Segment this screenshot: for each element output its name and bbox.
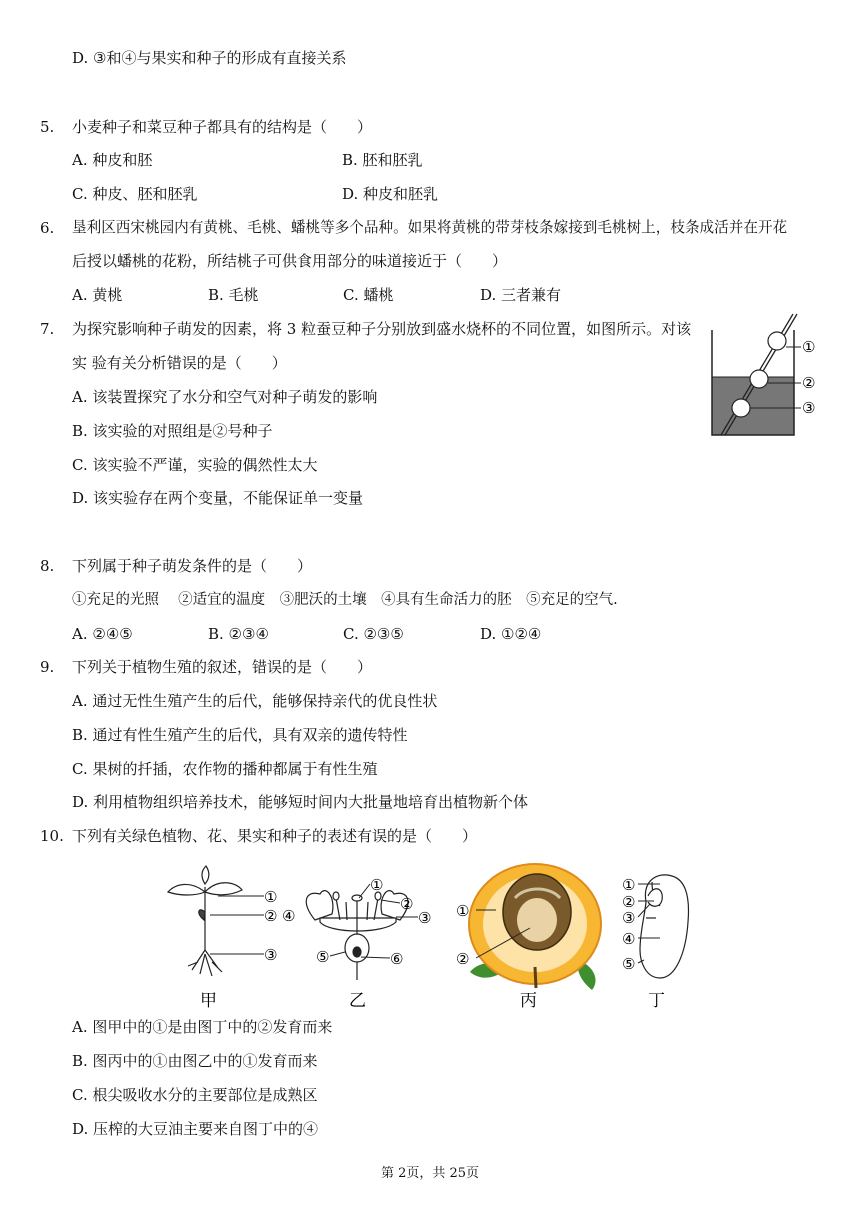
q5-option-a: A. 种皮和胚 bbox=[72, 151, 153, 169]
q8-stem: 下列属于种子萌发条件的是（ ） bbox=[72, 557, 313, 575]
ding-label-3: ③ bbox=[622, 909, 636, 927]
q7-beaker-figure bbox=[705, 310, 845, 440]
jia-label-2: ② bbox=[264, 907, 278, 925]
q10-stem: 下列有关绿色植物、花、果实和种子的表述有误的是（ ） bbox=[72, 827, 478, 845]
caption-yi: 乙 bbox=[349, 991, 366, 1011]
ding-label-1: ① bbox=[622, 876, 636, 894]
q9-option-d: D. 利用植物组织培养技术，能够短时间内大批量地培育出植物新个体 bbox=[72, 793, 529, 811]
q7-number: 7. bbox=[40, 320, 55, 338]
q5-option-c: C. 种皮、胚和胚乳 bbox=[72, 185, 198, 203]
yi-label-5: ⑤ bbox=[316, 948, 330, 966]
q8-number: 8. bbox=[40, 557, 55, 575]
seed-1 bbox=[768, 332, 786, 350]
q10-number: 10. bbox=[40, 827, 64, 845]
caption-ding: 丁 bbox=[648, 991, 665, 1011]
bing-label-2: ② bbox=[456, 950, 470, 968]
page-footer: 第 2页，共 25页 bbox=[380, 1166, 480, 1181]
q6-option-c: C. 蟠桃 bbox=[343, 286, 394, 304]
q7-option-d: D. 该实验存在两个变量，不能保证单一变量 bbox=[72, 489, 364, 507]
fig-bing-peach bbox=[469, 864, 601, 990]
jia-label-1: ① bbox=[264, 888, 278, 906]
q6-stem-line2: 后授以蟠桃的花粉，所结桃子可供食用部分的味道接近于（ ） bbox=[72, 252, 508, 270]
q7-option-b: B. 该实验的对照组是②号种子 bbox=[72, 422, 273, 440]
q7-stem-line2: 实 验有关分析错误的是（ ） bbox=[72, 354, 287, 372]
q8-option-a: A. ②④⑤ bbox=[72, 625, 133, 643]
q10-option-b: B. 图丙中的①由图乙中的①发育而来 bbox=[72, 1052, 318, 1070]
label-2: ② bbox=[802, 374, 816, 392]
q6-option-b: B. 毛桃 bbox=[208, 286, 259, 304]
yi-label-6: ⑥ bbox=[390, 950, 404, 968]
label-3: ③ bbox=[802, 399, 816, 417]
q5-option-b: B. 胚和胚乳 bbox=[342, 151, 423, 169]
caption-bing: 丙 bbox=[520, 991, 537, 1011]
q4-option-d: D. ③和④与果实和种子的形成有直接关系 bbox=[72, 49, 347, 67]
q6-stem-line1: 垦利区西宋桃园内有黄桃、毛桃、蟠桃等多个品种。如果将黄桃的带芽枝条嫁接到毛桃树上，枝条成活并在开花 bbox=[72, 219, 788, 236]
q9-option-b: B. 通过有性生殖产生的后代，具有双亲的遗传特性 bbox=[72, 726, 408, 744]
jia-label-3: ③ bbox=[264, 946, 278, 964]
fig-ding-seed bbox=[640, 875, 688, 978]
caption-jia: 甲 bbox=[200, 991, 217, 1011]
ding-label-4: ④ bbox=[622, 930, 636, 948]
fig-jia-plant bbox=[168, 866, 242, 976]
q7-option-a: A. 该装置探究了水分和空气对种子萌发的影响 bbox=[72, 388, 378, 406]
ding-label-5: ⑤ bbox=[622, 955, 636, 973]
q6-number: 6. bbox=[40, 219, 55, 237]
q6-option-d: D. 三者兼有 bbox=[480, 286, 562, 304]
yi-label-3: ③ bbox=[418, 909, 432, 927]
q10-option-c: C. 根尖吸收水分的主要部位是成熟区 bbox=[72, 1086, 318, 1104]
q7-option-c: C. 该实验不严谨，实验的偶然性太大 bbox=[72, 456, 318, 474]
yi-label-1: ① bbox=[370, 876, 384, 894]
seed-3 bbox=[732, 399, 750, 417]
jia-label-4: ④ bbox=[282, 907, 296, 925]
q9-option-c: C. 果树的扦插，农作物的播种都属于有性生殖 bbox=[72, 760, 378, 778]
q8-option-d: D. ①②④ bbox=[480, 625, 542, 643]
q10-figure bbox=[160, 862, 700, 1012]
bing-label-1: ① bbox=[456, 902, 470, 920]
q10-option-d: D. 压榨的大豆油主要来自图丁中的④ bbox=[72, 1120, 319, 1138]
q7-stem-line1: 为探究影响种子萌发的因素，将 3 粒蚕豆种子分别放到盛水烧杯的不同位置，如图所示。对该 bbox=[72, 320, 692, 338]
q8-conditions: ①充足的光照 ②适宜的温度 ③肥沃的土壤 ④具有生命活力的胚 ⑤充足的空气. bbox=[72, 592, 618, 608]
q8-option-b: B. ②③④ bbox=[208, 625, 269, 643]
ding-label-2: ② bbox=[622, 893, 636, 911]
q9-stem: 下列关于植物生殖的叙述，错误的是（ ） bbox=[72, 658, 373, 676]
yi-label-2: ② bbox=[400, 895, 414, 913]
q10-option-a: A. 图甲中的①是由图丁中的②发育而来 bbox=[72, 1018, 333, 1036]
seed-2 bbox=[750, 370, 768, 388]
q6-option-a: A. 黄桃 bbox=[72, 286, 123, 304]
q9-option-a: A. 通过无性生殖产生的后代，能够保持亲代的优良性状 bbox=[72, 692, 438, 710]
label-1: ① bbox=[802, 338, 816, 356]
q8-option-c: C. ②③⑤ bbox=[343, 625, 404, 643]
q5-stem: 小麦种子和菜豆种子都具有的结构是（ ） bbox=[72, 118, 373, 136]
q5-option-d: D. 种皮和胚乳 bbox=[342, 185, 439, 203]
q5-number: 5. bbox=[40, 118, 55, 136]
q9-number: 9. bbox=[40, 658, 55, 676]
